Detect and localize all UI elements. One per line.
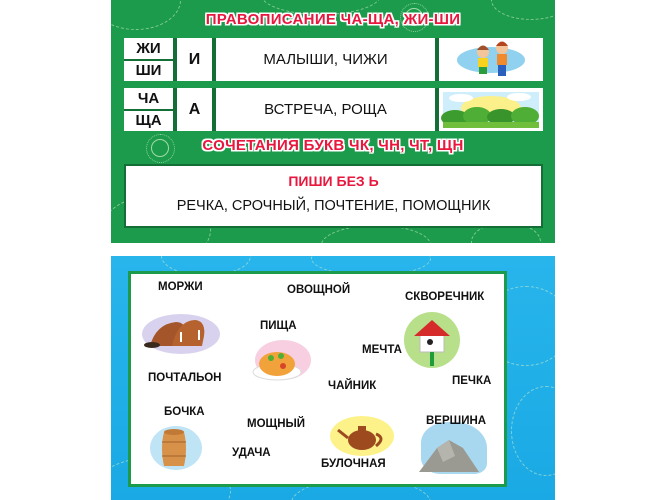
word-udacha: УДАЧА [232,447,271,459]
word-examples-card [111,256,555,500]
mountain-illustration-icon [421,422,487,474]
pasta-plate-illustration-icon [255,340,311,380]
word-cloud-box [128,271,507,487]
no-soft-sign-rule-box [124,164,543,228]
word-skvorechnik: СКВОРЕЧНИК [405,291,485,303]
word-chaynik: ЧАЙНИК [328,380,377,392]
word-moshchny: МОЩНЫЙ [247,418,306,430]
syllable: ЧА [124,88,173,109]
syllable: ЖИ [124,38,173,59]
teapot-illustration-icon [330,416,394,456]
rule-row-zhi-shi [124,38,543,81]
dashed-doodle [511,386,555,476]
barrel-illustration-icon [150,426,202,470]
word-pishcha: ПИЩА [260,320,297,332]
word-morzhi: МОРЖИ [158,281,203,293]
syllables-cell [124,88,173,131]
birdhouse-illustration-icon [404,312,460,368]
letter-combinations-title: СОЧЕТАНИЯ БУКВ ЧК, ЧН, ЧТ, ЩН [202,137,464,154]
syllables-cell [124,38,173,81]
syllable: ЩА [124,111,173,132]
word-vershina: ВЕРШИНА [426,415,487,427]
grove-landscape-illustration-icon [439,88,543,131]
word-pechka: ПЕЧКА [452,375,492,387]
word-bulochnaya: БУЛОЧНАЯ [321,458,386,470]
syllable: ШИ [124,61,173,82]
word-mechta: МЕЧТА [362,344,402,356]
examples-cell: ВСТРЕЧА, РОЩА [216,88,435,131]
walruses-illustration-icon [142,314,220,354]
examples-cell: МАЛЫШИ, ЧИЖИ [216,38,435,81]
main-title: ПРАВОПИСАНИЕ ЧА-ЩА, ЖИ-ШИ [205,11,461,28]
vowel-cell: И [177,38,212,81]
word-pochtalon: ПОЧТАЛЬОН [148,372,222,384]
vowel-cell: А [177,88,212,131]
word-bochka: БОЧКА [164,406,205,418]
rule-row-cha-shcha [124,88,543,131]
rule-examples: РЕЧКА, СРОЧНЫЙ, ПОЧТЕНИЕ, ПОМОЩНИК [176,198,491,214]
two-boys-illustration-icon [439,38,543,81]
word-ovoshchnoy: ОВОЩНОЙ [287,284,351,296]
rule-heading: ПИШИ БЕЗ Ь [288,173,379,189]
